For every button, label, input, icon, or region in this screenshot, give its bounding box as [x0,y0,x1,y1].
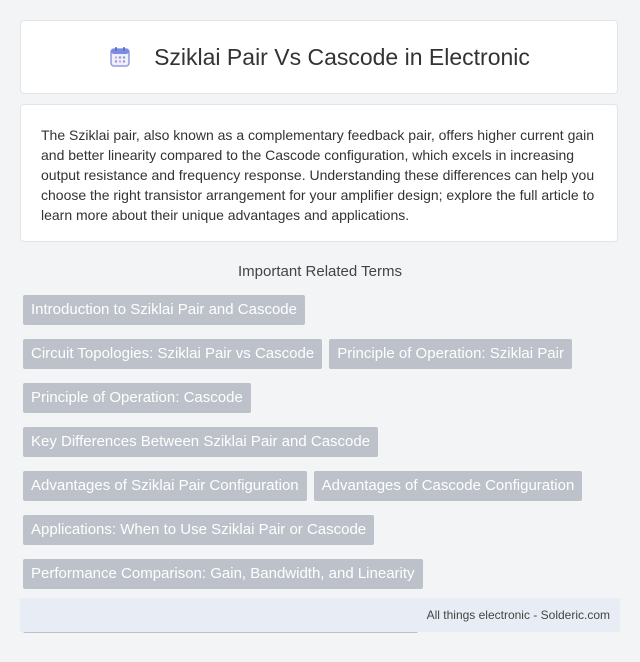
footer [20,598,620,632]
term-tag-principle-cascode[interactable]: Principle of Operation: Cascode [23,383,251,413]
term-tag-introduction[interactable]: Introduction to Sziklai Pair and Cascode [23,295,305,325]
term-tag-key-differences[interactable]: Key Differences Between Sziklai Pair and Cascode [23,427,378,457]
term-tag-principle-sziklai[interactable]: Principle of Operation: Sziklai Pair [329,339,572,369]
page-title: Sziklai Pair Vs Cascode in Electronic [154,43,530,70]
footer-text: All things electronic - Solderic.com [426,608,610,622]
intro-text: The Sziklai pair, also known as a complementary feedback pair, offers higher current gain and better linearity compared to the Cascode configuration, which excels in increasing output resistance and frequency response. Understanding these differences can help you choose the right transistor arrangement for your amplifier design; explore the full article to learn more about their unique advantages and applications. [41,127,595,223]
term-tag-circuit-topologies[interactable]: Circuit Topologies: Sziklai Pair vs Cascode [23,339,322,369]
term-tag-applications[interactable]: Applications: When to Use Sziklai Pair or Cascode [23,515,374,545]
related-terms-list [23,295,623,633]
term-tag-advantages-sziklai[interactable]: Advantages of Sziklai Pair Configuration [23,471,307,501]
term-tag-advantages-cascode[interactable]: Advantages of Cascode Configuration [314,471,583,501]
header-card [20,20,618,94]
term-tag-performance-comparison[interactable]: Performance Comparison: Gain, Bandwidth, and Linearity [23,559,423,589]
related-terms-heading: Important Related Terms [238,263,402,280]
intro-card [20,104,618,242]
calendar-icon [108,45,132,69]
